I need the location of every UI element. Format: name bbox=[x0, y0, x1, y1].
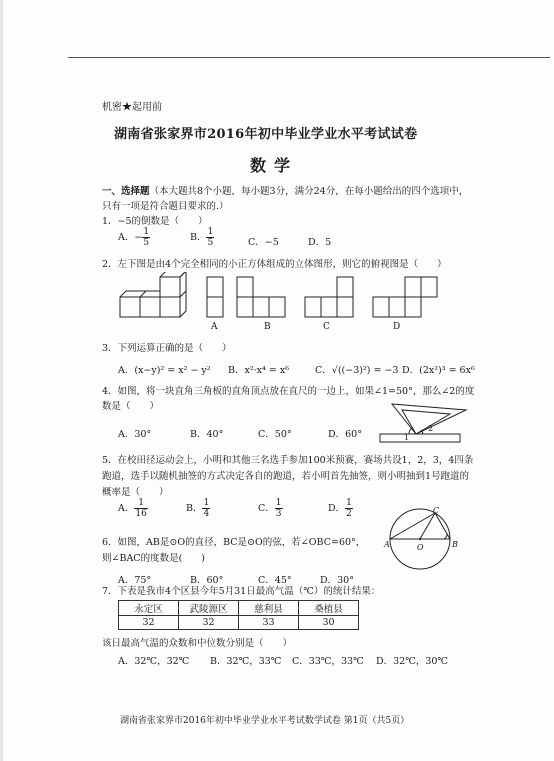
q7-option-c: C．33℃，33℃ bbox=[292, 656, 364, 667]
q4-option-c: C．50° bbox=[258, 429, 292, 440]
chord-bc-icon bbox=[435, 513, 450, 539]
q5-d-prefix: D． bbox=[328, 503, 346, 514]
table-row bbox=[119, 616, 359, 630]
table-cell: 32 bbox=[179, 616, 239, 630]
q4-fig-label-1: 1 bbox=[404, 433, 410, 442]
q4-ruler-triangle-figure bbox=[376, 398, 471, 446]
q5-option-c bbox=[258, 498, 283, 519]
table-cell: 32 bbox=[119, 616, 179, 630]
chord-ac-icon bbox=[390, 513, 435, 539]
angle1-arc-icon bbox=[409, 428, 412, 434]
view-a-icon bbox=[207, 277, 223, 317]
q5-c-num: 1 bbox=[275, 498, 282, 508]
view-d-icon bbox=[373, 277, 437, 317]
q6-fig-label-o: O bbox=[417, 543, 424, 552]
center-dot-icon bbox=[419, 538, 421, 540]
q5-option-b bbox=[186, 498, 210, 519]
q7-stem-line2: 该日最高气温的众数和中位数分别是（ ） bbox=[102, 638, 293, 649]
q5-option-d bbox=[328, 498, 353, 519]
q3-option-a: A．(x−y)² = x² − y² bbox=[118, 365, 211, 376]
q6-fig-label-c: C bbox=[433, 506, 440, 515]
table-header-cell: 慈利县 bbox=[239, 601, 299, 616]
q6-stem-line2: 则∠BAC的度数是( ) bbox=[102, 553, 205, 564]
q5-c-fraction bbox=[275, 498, 283, 519]
q2-label-b: B bbox=[264, 322, 271, 332]
q1-a-den: 5 bbox=[143, 238, 150, 248]
q2-label-a: A bbox=[211, 322, 218, 332]
q1-b-num: 1 bbox=[207, 227, 214, 237]
q5-b-prefix: B． bbox=[186, 503, 203, 514]
q6-option-d: D．30° bbox=[320, 575, 354, 586]
q4-option-b: B．40° bbox=[190, 429, 224, 440]
q5-d-den: 2 bbox=[346, 509, 352, 519]
q3-stem: 3．下列运算正确的是（ ） bbox=[102, 343, 232, 354]
q5-a-fraction bbox=[134, 498, 147, 519]
secret-mark: 机密★起用前 bbox=[102, 102, 162, 113]
view-b-icon bbox=[237, 277, 285, 317]
q6-option-c: C．45° bbox=[258, 575, 292, 586]
q1-stem: 1．−5的倒数是（ ） bbox=[102, 216, 208, 227]
q5-b-den: 4 bbox=[203, 509, 210, 519]
table-header-cell: 桑植县 bbox=[299, 601, 359, 616]
q5-stem-line2: 跑道，选手以随机抽签的方式决定各自的跑道，若小明首先抽签，则小明抽到1号跑道的 bbox=[102, 471, 470, 482]
q3-option-c: C．√((−3)²) = −3 bbox=[315, 365, 399, 376]
q1-option-d: D．5 bbox=[308, 237, 332, 248]
q2-stem: 2．左下图是由4个完全相同的小正方体组成的立体图形，则它的俯视图是（ ） bbox=[102, 259, 447, 270]
q2-figures bbox=[115, 272, 455, 322]
q5-b-num: 1 bbox=[203, 498, 210, 508]
q5-c-prefix: C． bbox=[258, 503, 275, 514]
q6-option-b: B．60° bbox=[190, 575, 224, 586]
q1-option-b bbox=[190, 227, 214, 248]
q4-option-a: A．30° bbox=[118, 429, 152, 440]
q1-option-a bbox=[118, 227, 150, 248]
exam-title: 湖南省张家界市2016年初中毕业学业水平考试试卷 bbox=[114, 127, 418, 142]
q7-option-d: D．32℃，30℃ bbox=[376, 656, 449, 667]
section-heading-line2: 只有一项是符合题目要求的.） bbox=[102, 201, 229, 212]
q5-option-a bbox=[118, 498, 148, 519]
q5-a-num: 1 bbox=[134, 498, 147, 509]
section-heading-rest: （本大题共8个小题，每小题3分，满分24分，在每小题给出的四个选项中， bbox=[149, 186, 469, 197]
subject-title: 数学 bbox=[250, 156, 299, 175]
table-cell: 33 bbox=[239, 616, 299, 630]
q6-option-a: A．75° bbox=[118, 575, 152, 586]
q5-d-num: 1 bbox=[346, 498, 352, 508]
q6-stem-line1: 6．如图，AB是⊙O的直径，BC是⊙O的弦，若∠OBC=60°， bbox=[102, 537, 366, 548]
q1-a-fraction bbox=[142, 227, 150, 248]
page-footer: 湖南省张家界市2016年初中毕业学业水平考试数学试卷 第1页（共5页） bbox=[120, 716, 410, 726]
q3-option-b: B．x²·x⁴ = x⁶ bbox=[228, 365, 289, 376]
q5-b-fraction bbox=[202, 498, 210, 519]
scan-edge bbox=[0, 0, 3, 761]
q4-stem-line1: 4．如图，将一块直角三角板的直角顶点放在直尺的一边上，如果∠1=50°，那么∠2的度 bbox=[102, 386, 475, 397]
q1-a-prefix: A．− bbox=[118, 232, 143, 243]
q1-a-num: 1 bbox=[143, 227, 150, 237]
q5-d-fraction bbox=[345, 498, 353, 519]
q7-option-b: B．32℃，33℃ bbox=[210, 656, 282, 667]
view-c-icon bbox=[305, 277, 353, 317]
q5-a-den: 16 bbox=[135, 509, 147, 519]
table-header-cell: 武陵源区 bbox=[179, 601, 239, 616]
q1-b-fraction bbox=[206, 227, 214, 248]
q4-option-d: D．60° bbox=[328, 429, 362, 440]
solid-figure-icon bbox=[120, 272, 186, 317]
triangle-inner-icon bbox=[402, 410, 450, 434]
section-heading-bold: 一、选择题 bbox=[102, 186, 150, 197]
temperature-table bbox=[118, 600, 359, 630]
q1-option-c: C．−5 bbox=[248, 237, 279, 248]
q1-b-den: 5 bbox=[207, 238, 214, 248]
q5-a-prefix: A． bbox=[118, 503, 135, 514]
q7-stem: 7．下表是我市4个区县今年5月31日最高气温（℃）的统计结果： bbox=[102, 586, 381, 597]
table-cell: 30 bbox=[299, 616, 359, 630]
q4-fig-label-2: 2 bbox=[428, 424, 434, 433]
q2-label-d: D bbox=[393, 322, 401, 332]
q6-fig-label-a: A bbox=[384, 540, 390, 549]
q3-option-d: D．(2x²)³ = 6x⁶ bbox=[402, 365, 475, 376]
top-rule bbox=[68, 57, 550, 58]
table-header-cell: 永定区 bbox=[119, 601, 179, 616]
q5-c-den: 3 bbox=[275, 509, 282, 519]
q5-stem-line1: 5．在校田径运动会上，小明和其他三名选手参加100米预赛，赛场共设1，2，3，4四条 bbox=[102, 455, 474, 466]
angle-obc-arc-icon bbox=[444, 533, 447, 539]
q6-fig-label-b: B bbox=[452, 540, 458, 549]
section-heading bbox=[102, 183, 468, 197]
table-header-row bbox=[119, 601, 359, 616]
ruler-icon bbox=[380, 434, 460, 442]
q6-circle-figure bbox=[380, 505, 460, 575]
q1-b-prefix: B． bbox=[190, 232, 207, 243]
q5-stem-line3: 概率是（ ） bbox=[102, 487, 169, 498]
q7-option-a: A．32℃，32℃ bbox=[118, 656, 190, 667]
q4-stem-line2: 数是（ ） bbox=[102, 401, 160, 412]
q2-label-c: C bbox=[323, 322, 330, 332]
